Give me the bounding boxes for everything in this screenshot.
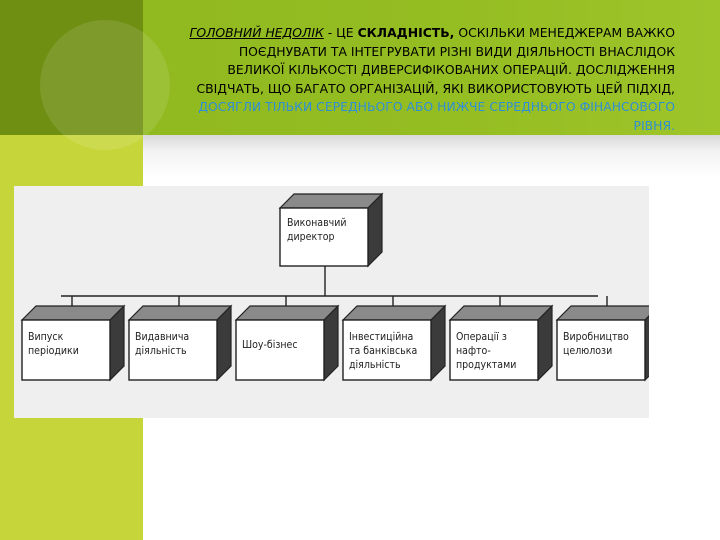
unit-label-4-line-3: діяльність bbox=[349, 359, 401, 371]
executive-box-top bbox=[280, 194, 382, 208]
text-lead: ГОЛОВНИЙ НЕДОЛІК bbox=[189, 25, 324, 40]
text-dash: - ЦЕ bbox=[323, 25, 358, 40]
unit-label-3-line-1: Шоу-бізнес bbox=[242, 339, 298, 351]
text-line6: РІВНЯ. bbox=[633, 117, 675, 133]
unit-box-5-top bbox=[450, 306, 552, 320]
unit-label-4-line-2: та банківська bbox=[349, 345, 418, 357]
unit-box-2-top bbox=[129, 306, 231, 320]
unit-label-6-line-1: Виробництво bbox=[563, 331, 629, 343]
shadow-strip bbox=[143, 135, 720, 177]
unit-label-4-line-1: Інвестиційна bbox=[349, 331, 414, 343]
unit-box-6-top bbox=[557, 306, 649, 320]
unit-box-3-top bbox=[236, 306, 338, 320]
text-line3: ВЕЛИКОЇ КІЛЬКОСТІ ДИВЕРСИФІКОВАНИХ ОПЕРАЦІЙ. ДОСЛІДЖЕННЯ bbox=[227, 62, 675, 77]
unit-box-5-side bbox=[538, 306, 552, 380]
unit-label-5-line-3: продуктами bbox=[456, 359, 517, 371]
unit-label-5-line-1: Операції з bbox=[456, 331, 507, 343]
unit-box-1-side bbox=[110, 306, 124, 380]
unit-label-5-line-2: нафто- bbox=[456, 345, 491, 357]
executive-label-line-1: Виконавчий bbox=[287, 217, 347, 229]
unit-label-2-line-2: діяльність bbox=[135, 345, 187, 357]
unit-box-4-side bbox=[431, 306, 445, 380]
org-chart bbox=[14, 186, 649, 418]
text-bold: СКЛАДНІСТЬ, bbox=[357, 25, 455, 40]
unit-box-3-side bbox=[324, 306, 338, 380]
unit-box-1-top bbox=[22, 306, 124, 320]
text-line1-rest: ОСКІЛЬКИ МЕНЕДЖЕРАМ ВАЖКО bbox=[454, 25, 675, 40]
executive-label-line-2: директор bbox=[287, 231, 335, 243]
text-line2: ПОЄДНУВАТИ ТА ІНТЕГРУВАТИ РІЗНІ ВИДИ ДІЯЛЬНОСТІ ВНАСЛІДОК bbox=[238, 43, 675, 59]
unit-box-2-side bbox=[217, 306, 231, 380]
slide-text bbox=[50, 24, 675, 135]
unit-box-4-top bbox=[343, 306, 445, 320]
text-line5: ДОСЯГЛИ ТІЛЬКИ СЕРЕДНЬОГО АБО НИЖЧЕ СЕРЕДНЬОГО ФІНАНСОВОГО bbox=[198, 99, 675, 114]
unit-label-6-line-2: целюлози bbox=[563, 345, 613, 357]
unit-label-1-line-2: періодики bbox=[28, 345, 79, 357]
text-line4: СВІДЧАТЬ, ЩО БАГАТО ОРГАНІЗАЦІЙ, ЯКІ ВИКОРИСТОВУЮТЬ ЦЕЙ ПІДХІД, bbox=[196, 80, 675, 96]
unit-label-1-line-1: Випуск bbox=[28, 331, 64, 343]
unit-label-2-line-1: Видавнича bbox=[135, 331, 190, 343]
org-chart-svg bbox=[14, 186, 649, 418]
